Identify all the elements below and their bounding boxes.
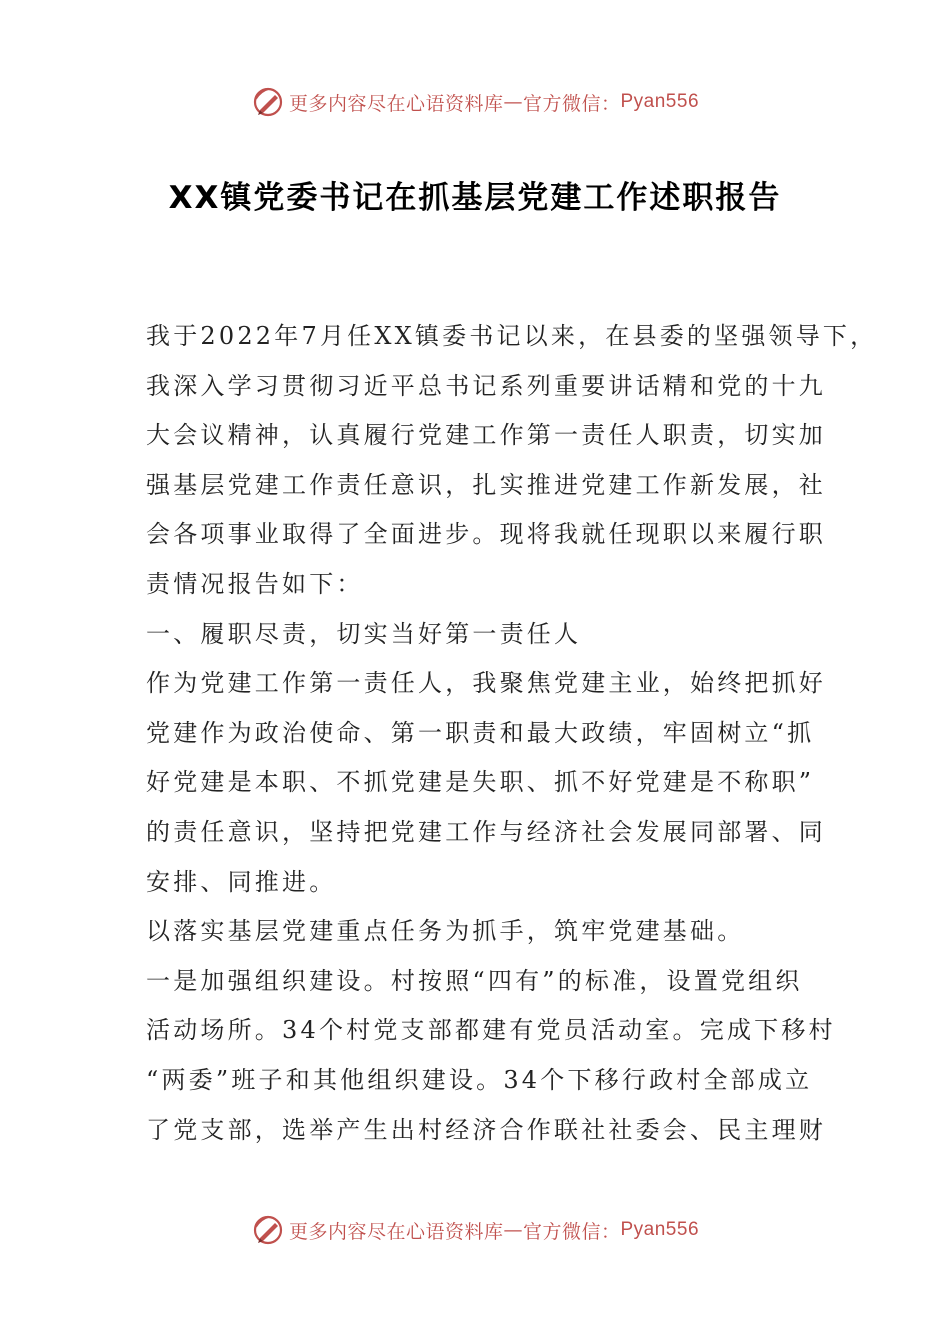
banner-official-label: 官方微信：	[522, 1220, 621, 1243]
body-line: 大会议精神，认真履行党建工作第一责任人职责，切实加	[146, 421, 826, 450]
section-heading: 一、履职尽责，切实当好第一责任人	[146, 619, 582, 648]
body-line: “两委”班子和其他组织建设。34个下移行政村全部成立	[146, 1065, 813, 1094]
banner-text: 更多内容尽在心语资料库	[288, 92, 504, 115]
body-line: 的责任意识，坚持把党建工作与经济社会发展同部署、同	[146, 817, 826, 846]
body-line: 以落实基层党建重点任务为抓手，筑牢党建基础。	[146, 917, 745, 946]
body-line: 了党支部，选举产生出村经济合作联社社委会、民主理财	[146, 1115, 826, 1144]
body-line: 活动场所。34个村党支部都建有党员活动室。完成下移村	[146, 1016, 836, 1045]
body-line: 责情况报告如下：	[146, 569, 364, 598]
body-line: 我于2022年7月任XX镇委书记以来，在县委的坚强领导下，	[146, 322, 878, 350]
document-body	[146, 312, 878, 1155]
footer-banner	[0, 1210, 950, 1250]
body-line: 我深入学习贯彻习近平总书记系列重要讲话精和党的十九	[146, 371, 826, 400]
body-line: 党建作为政治使命、第一职责和最大政绩，牢固树立“抓	[146, 718, 815, 747]
page-title: XX镇党委书记在抓基层党建工作述职报告	[168, 180, 782, 216]
banner-wechat-id: Pyan556	[620, 91, 700, 112]
banner-official-label: 官方微信：	[522, 92, 621, 115]
body-line: 安排、同推进。	[146, 867, 337, 896]
body-line: 强基层党建工作责任意识，扎实推进党建工作新发展，社	[146, 470, 826, 499]
pen-logo-icon	[251, 1213, 285, 1247]
body-line: 会各项事业取得了全面进步。现将我就任现职以来履行职	[146, 520, 826, 549]
banner-wechat-id: Pyan556	[620, 1219, 700, 1240]
body-line: 好党建是本职、不抓党建是失职、抓不好党建是不称职”	[146, 768, 815, 797]
body-line: 一是加强组织建设。村按照“四有”的标准，设置党组织	[146, 966, 803, 995]
body-line: 作为党建工作第一责任人，我聚焦党建主业，始终把抓好	[146, 669, 826, 698]
header-banner	[0, 82, 950, 122]
banner-dash: —	[503, 91, 523, 113]
pen-logo-icon	[251, 85, 285, 119]
banner-text: 更多内容尽在心语资料库	[288, 1220, 504, 1243]
banner-dash: —	[503, 1219, 523, 1241]
